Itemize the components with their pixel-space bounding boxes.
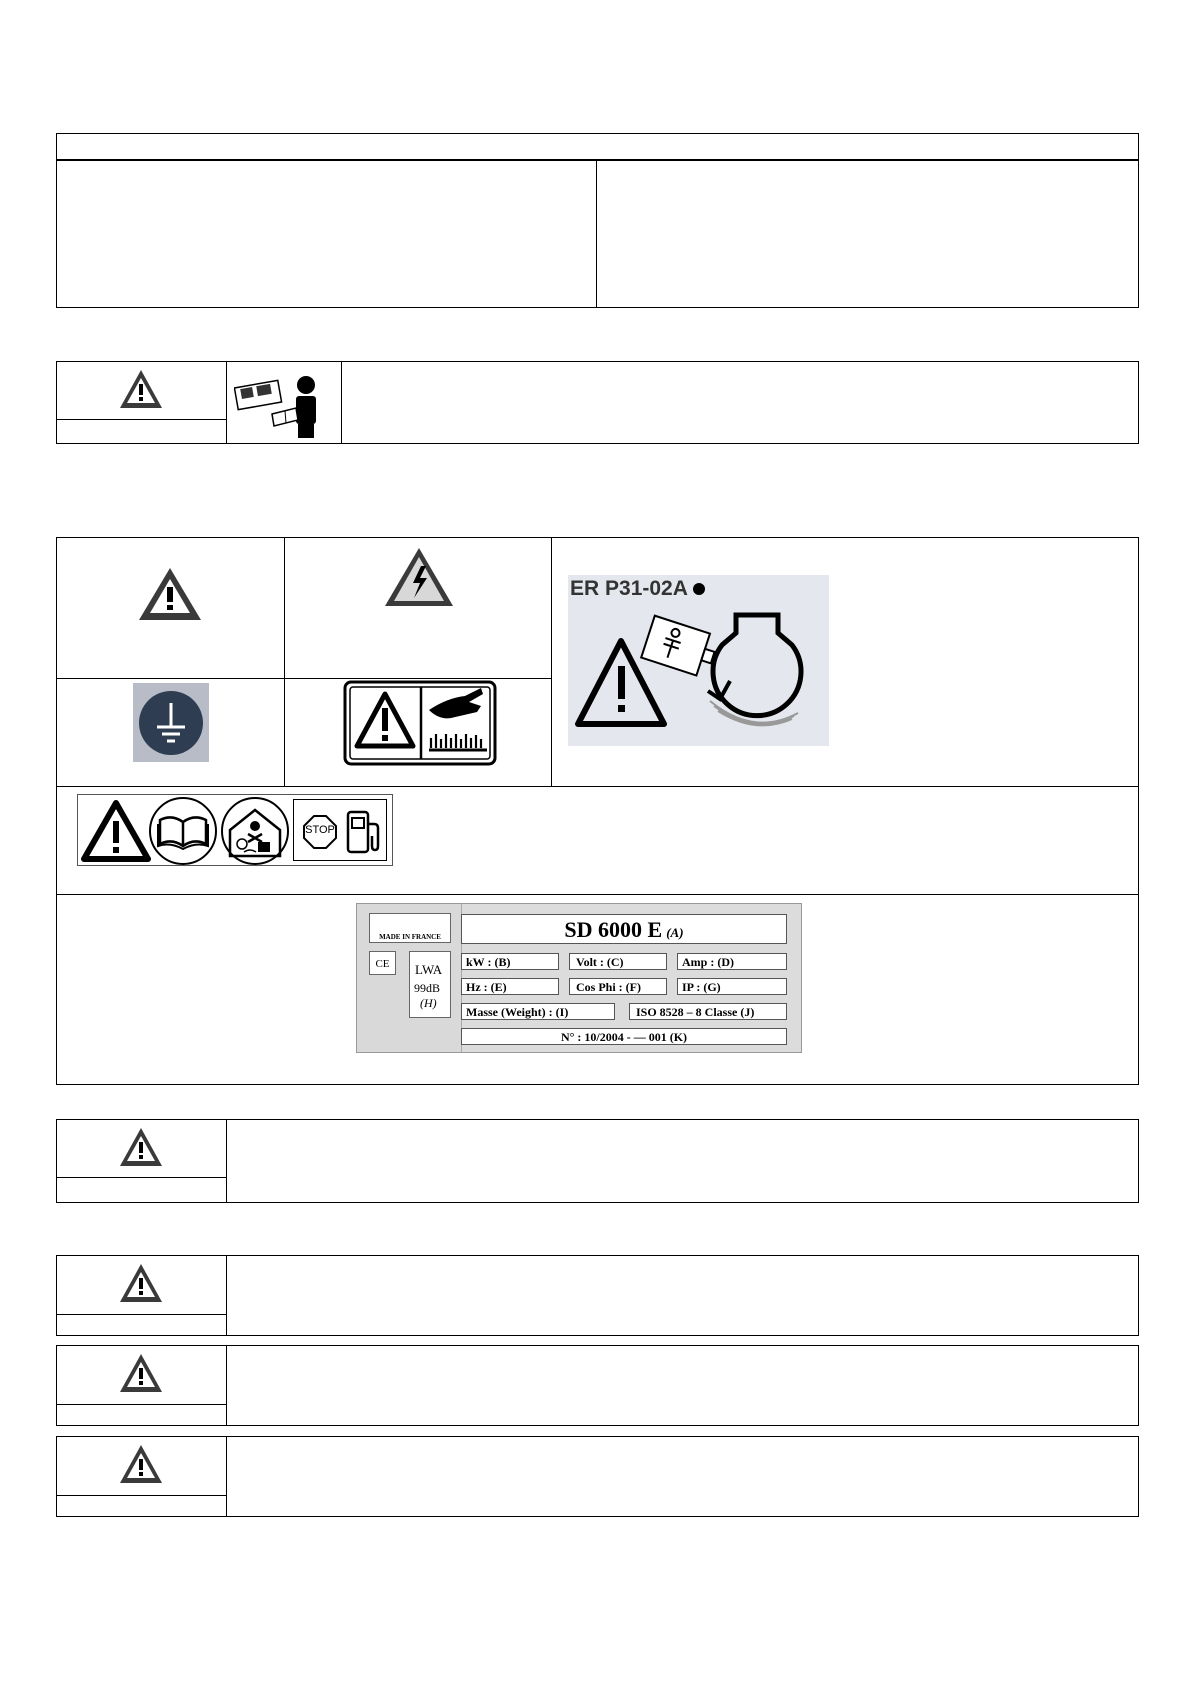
plate-kw: kW : (B) bbox=[461, 953, 559, 970]
read-manual-icon bbox=[234, 370, 329, 440]
manual-row-divider-1 bbox=[226, 361, 227, 444]
plate-noise-box bbox=[409, 951, 451, 1018]
oil-label-code: ER P31-02A bbox=[570, 577, 688, 600]
plate-amp: Amp : (D) bbox=[677, 953, 787, 970]
warning-row-3-sub-divider bbox=[56, 1404, 227, 1405]
oil-level-label bbox=[568, 575, 829, 746]
plate-iso: ISO 8528 – 8 Classe (J) bbox=[629, 1003, 787, 1020]
plate-noise-value: 99dB bbox=[414, 981, 441, 995]
manual-row-divider-2 bbox=[341, 361, 342, 444]
warning-row-3 bbox=[56, 1345, 1139, 1426]
plate-ip: IP : (G) bbox=[677, 978, 787, 995]
warning-triangle-icon bbox=[118, 368, 164, 410]
plate-model-ref: (A) bbox=[666, 925, 684, 940]
plate-serial: N° : 10/2004 - — 001 (K) bbox=[461, 1028, 787, 1045]
plate-model: SD 6000 E bbox=[564, 917, 663, 942]
plate-hz: Hz : (E) bbox=[461, 978, 559, 995]
oil-label-dot bbox=[693, 583, 705, 595]
manual-row-sub-divider bbox=[56, 419, 227, 420]
warning-row-1 bbox=[56, 1119, 1139, 1203]
top-table-column-divider bbox=[596, 160, 597, 308]
stop-text: STOP bbox=[305, 824, 335, 836]
plate-volt: Volt : (C) bbox=[569, 953, 667, 970]
warning-row-3-divider bbox=[226, 1345, 227, 1426]
warning-row-4-divider bbox=[226, 1436, 227, 1517]
labels-divider-h3 bbox=[56, 894, 1139, 895]
electric-hazard-icon bbox=[383, 546, 455, 608]
warning-triangle-icon bbox=[118, 1443, 164, 1485]
plate-noise-ref: (H) bbox=[420, 996, 437, 1010]
top-table-header-divider bbox=[56, 159, 1139, 161]
warning-triangle-icon bbox=[137, 566, 203, 622]
labels-divider-v2 bbox=[551, 537, 552, 786]
warning-triangle-icon bbox=[118, 1352, 164, 1394]
manual-warning-row bbox=[56, 361, 1139, 444]
plate-cosphi: Cos Phi : (F) bbox=[569, 978, 667, 995]
combined-safety-label bbox=[77, 794, 393, 866]
plate-mass: Masse (Weight) : (I) bbox=[461, 1003, 615, 1020]
plate-ce-mark: CE bbox=[369, 951, 396, 975]
labels-divider-h2 bbox=[56, 786, 1139, 787]
warning-row-2-divider bbox=[226, 1255, 227, 1336]
rating-plate bbox=[356, 903, 802, 1053]
hot-surface-icon bbox=[343, 680, 497, 766]
warning-row-2 bbox=[56, 1255, 1139, 1336]
warning-row-4-sub-divider bbox=[56, 1495, 227, 1496]
warning-triangle-icon bbox=[118, 1262, 164, 1304]
toxic-fumes-icon bbox=[220, 796, 290, 866]
stop-fuel-panel bbox=[293, 799, 387, 861]
fuel-pump-icon bbox=[344, 808, 384, 856]
warning-row-1-sub-divider bbox=[56, 1177, 227, 1178]
warning-row-2-sub-divider bbox=[56, 1314, 227, 1315]
warning-triangle-icon bbox=[118, 1126, 164, 1168]
warning-triangle-icon bbox=[81, 799, 151, 863]
earth-ground-icon bbox=[133, 683, 209, 762]
plate-made-in: MADE IN FRANCE bbox=[369, 913, 451, 943]
plate-model-box bbox=[461, 914, 787, 944]
warning-row-4 bbox=[56, 1436, 1139, 1517]
warning-row-1-divider bbox=[226, 1119, 227, 1203]
plate-lwa: LWA bbox=[415, 962, 443, 977]
labels-divider-v1 bbox=[284, 537, 285, 786]
oil-level-icon bbox=[568, 611, 829, 746]
book-icon bbox=[148, 796, 218, 866]
